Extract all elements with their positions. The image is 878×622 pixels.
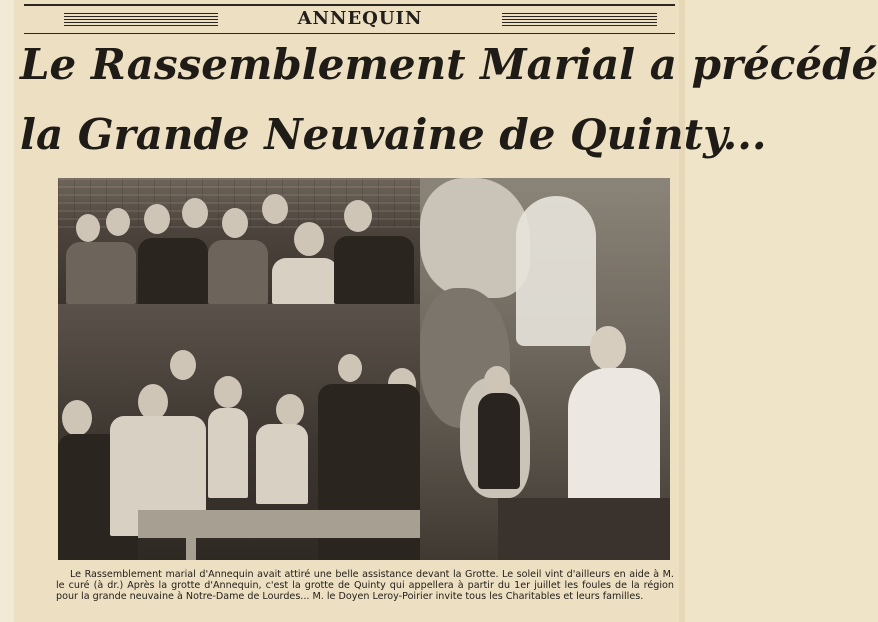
child-head bbox=[76, 214, 100, 242]
person-head bbox=[62, 400, 92, 436]
altar bbox=[498, 498, 670, 560]
child-coat bbox=[66, 242, 136, 304]
header-ornament-right bbox=[502, 13, 657, 27]
child-head bbox=[262, 194, 288, 224]
caption-text: Le Rassemblement marial d'Annequin avait attiré une belle assistance devant la Grotte. Le soleil vint d'ailleurs en aide à M. le curé (à dr.) Après la grotte d'Annequin, c'est la grotte de Quinty qui appellera à partir du 1er juillet les foules de la région pour la grande neuvaine à Notre-Dame de Lourdes... M. le Doyen Leroy-Poirier invite tous les Charitables et leurs familles. bbox=[56, 569, 674, 602]
child-head bbox=[222, 208, 248, 238]
photo-adults-group bbox=[58, 304, 420, 560]
photo-children-group bbox=[58, 178, 420, 304]
child-head bbox=[484, 366, 510, 396]
child-coat bbox=[272, 258, 338, 304]
paper-left-edge bbox=[0, 0, 14, 622]
child-coat bbox=[334, 236, 414, 304]
header-underline bbox=[24, 33, 675, 34]
child-coat bbox=[208, 240, 268, 304]
child-head bbox=[294, 222, 324, 256]
grotto-rock bbox=[420, 178, 530, 298]
person-head bbox=[214, 376, 242, 408]
headline-line-2: la Grande Neuvaine de Quinty... bbox=[20, 110, 767, 159]
child-coat bbox=[138, 238, 208, 304]
person-head bbox=[138, 384, 168, 420]
child-head bbox=[144, 204, 170, 234]
paper-right-edge bbox=[679, 0, 685, 622]
person-head bbox=[276, 394, 304, 426]
bench-leg bbox=[186, 538, 196, 560]
child-coat bbox=[256, 424, 308, 504]
photo-grotto-priest bbox=[420, 178, 670, 560]
section-title: ANNEQUIN bbox=[297, 8, 423, 29]
photo-caption bbox=[56, 569, 674, 602]
priest-surplice bbox=[568, 368, 660, 518]
madonna-statue bbox=[516, 196, 596, 346]
person-head bbox=[338, 354, 362, 382]
headline-line-1: Le Rassemblement Marial a précédé bbox=[20, 40, 878, 89]
person-head bbox=[170, 350, 196, 380]
child-head bbox=[182, 198, 208, 228]
header-ornament-left bbox=[64, 13, 218, 27]
priest-head bbox=[590, 326, 626, 370]
top-rule bbox=[24, 4, 675, 6]
child-figure bbox=[478, 393, 520, 489]
child-head bbox=[344, 200, 372, 232]
bench bbox=[138, 510, 428, 538]
child-head bbox=[106, 208, 130, 236]
child-coat bbox=[208, 408, 248, 498]
